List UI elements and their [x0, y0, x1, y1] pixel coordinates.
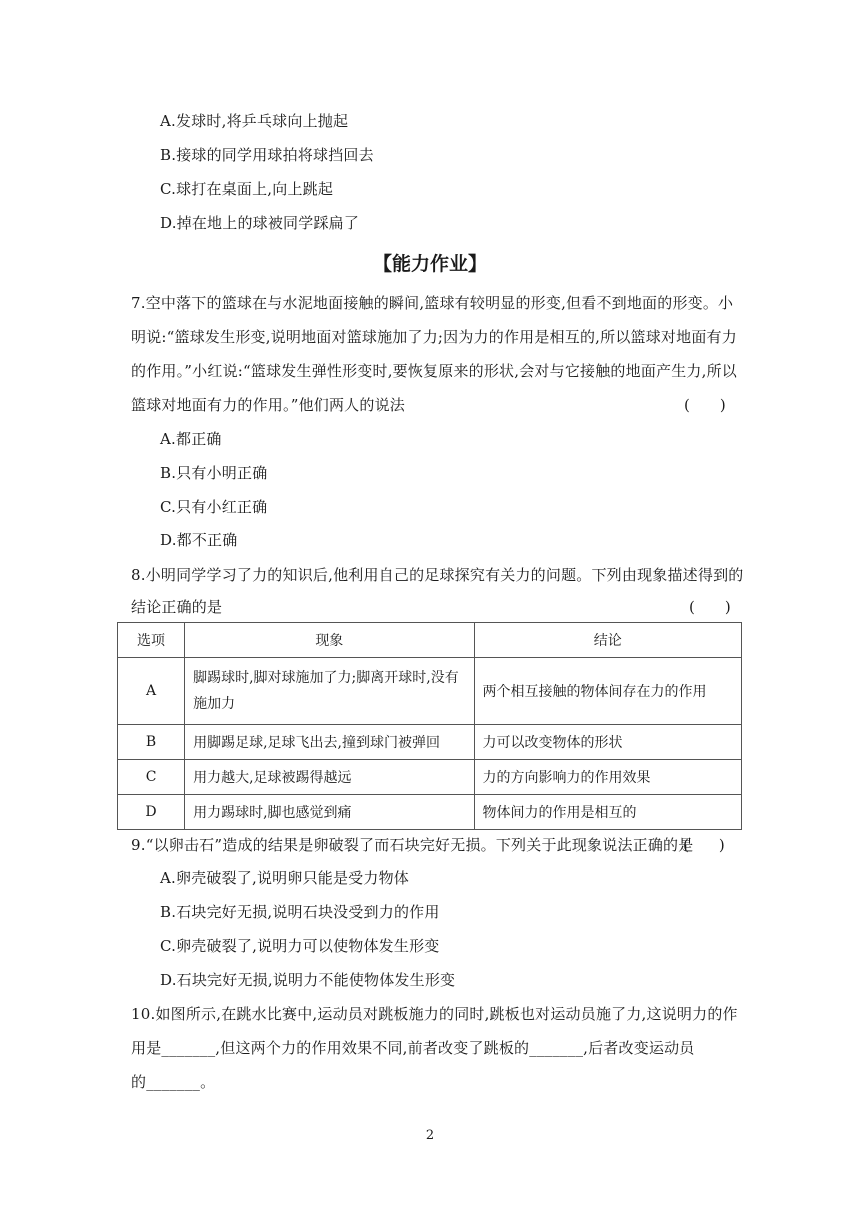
- table-cell-conclusion: 物体间力的作用是相互的: [474, 795, 741, 830]
- table-cell-phenomenon: 脚踢球时,脚对球施加了力;脚离开球时,没有施加力: [185, 658, 474, 725]
- table-header: 结论: [474, 623, 741, 658]
- q7-line-4: 篮球对地面有力的作用。”他们两人的说法: [131, 396, 405, 414]
- table-cell-conclusion: 力可以改变物体的形状: [474, 725, 741, 760]
- q7-line-2: 明说:“篮球发生形变,说明地面对篮球施加了力;因为力的作用是相互的,所以篮球对地面有力: [131, 328, 737, 346]
- table-cell-option: C: [118, 760, 185, 795]
- q7-option-d: D.都不正确: [160, 531, 238, 549]
- q9-option-b: B.石块完好无损,说明石块没受到力的作用: [160, 903, 440, 921]
- q7-line-1: 7.空中落下的篮球在与水泥地面接触的瞬间,篮球有较明显的形变,但看不到地面的形变。小: [131, 294, 734, 312]
- q10-line-2: 用是_______,但这两个力的作用效果不同,前者改变了跳板的_______,后者改变运动员: [131, 1039, 695, 1057]
- page-number: 2: [425, 1128, 435, 1143]
- table-cell-option: D: [118, 795, 185, 830]
- table-cell-option: A: [118, 658, 185, 725]
- q6-option-a: A.发球时,将乒乓球向上抛起: [160, 112, 349, 130]
- q7-option-b: B.只有小明正确: [160, 464, 268, 482]
- q9-option-c: C.卵壳破裂了,说明力可以使物体发生形变: [160, 937, 440, 955]
- q6-option-b: B.接球的同学用球拍将球挡回去: [160, 146, 374, 164]
- table-row: [118, 795, 742, 830]
- q6-option-d: D.掉在地上的球被同学踩扁了: [160, 214, 360, 232]
- q10-line-3: 的_______。: [131, 1073, 216, 1091]
- table-header-row: [118, 623, 742, 658]
- q8-answer-paren: ( ): [689, 598, 731, 616]
- q7-answer-paren: ( ): [684, 396, 726, 414]
- q9-answer-paren: ( ): [683, 836, 725, 854]
- q9-option-d: D.石块完好无损,说明力不能使物体发生形变: [160, 971, 456, 989]
- q7-option-c: C.只有小红正确: [160, 498, 268, 516]
- table-cell-conclusion: 力的方向影响力的作用效果: [474, 760, 741, 795]
- table-cell-phenomenon: 用脚踢足球,足球飞出去,撞到球门被弹回: [185, 725, 474, 760]
- table-row: [118, 658, 742, 725]
- table-cell-conclusion: 两个相互接触的物体间存在力的作用: [474, 658, 741, 725]
- q7-line-3: 的作用。”小红说:“篮球发生弹性形变时,要恢复原来的形状,会对与它接触的地面产生力,所以: [131, 362, 737, 380]
- table-cell-phenomenon: 用力越大,足球被踢得越远: [185, 760, 474, 795]
- q7-option-a: A.都正确: [160, 430, 222, 448]
- q8-line-1: 8.小明同学学习了力的知识后,他利用自己的足球探究有关力的问题。下列由现象描述得到的: [131, 566, 744, 584]
- q10-line-1: 10.如图所示,在跳水比赛中,运动员对跳板施力的同时,跳板也对运动员施了力,这说明力的作: [131, 1005, 738, 1023]
- table-cell-phenomenon: 用力踢球时,脚也感觉到痛: [185, 795, 474, 830]
- q8-line-2: 结论正确的是: [131, 598, 223, 616]
- table-cell-option: B: [118, 725, 185, 760]
- q6-option-c: C.球打在桌面上,向上跳起: [160, 180, 334, 198]
- q9-option-a: A.卵壳破裂了,说明卵只能是受力物体: [160, 869, 409, 887]
- table-row: [118, 760, 742, 795]
- table-header: 现象: [185, 623, 474, 658]
- table-row: [118, 725, 742, 760]
- q9-line: 9.“以卵击石”造成的结果是卵破裂了而石块完好无损。下列关于此现象说法正确的是: [131, 836, 694, 854]
- table-header: 选项: [118, 623, 185, 658]
- section-title: 【能力作业】: [372, 253, 487, 275]
- q8-table: [117, 622, 742, 830]
